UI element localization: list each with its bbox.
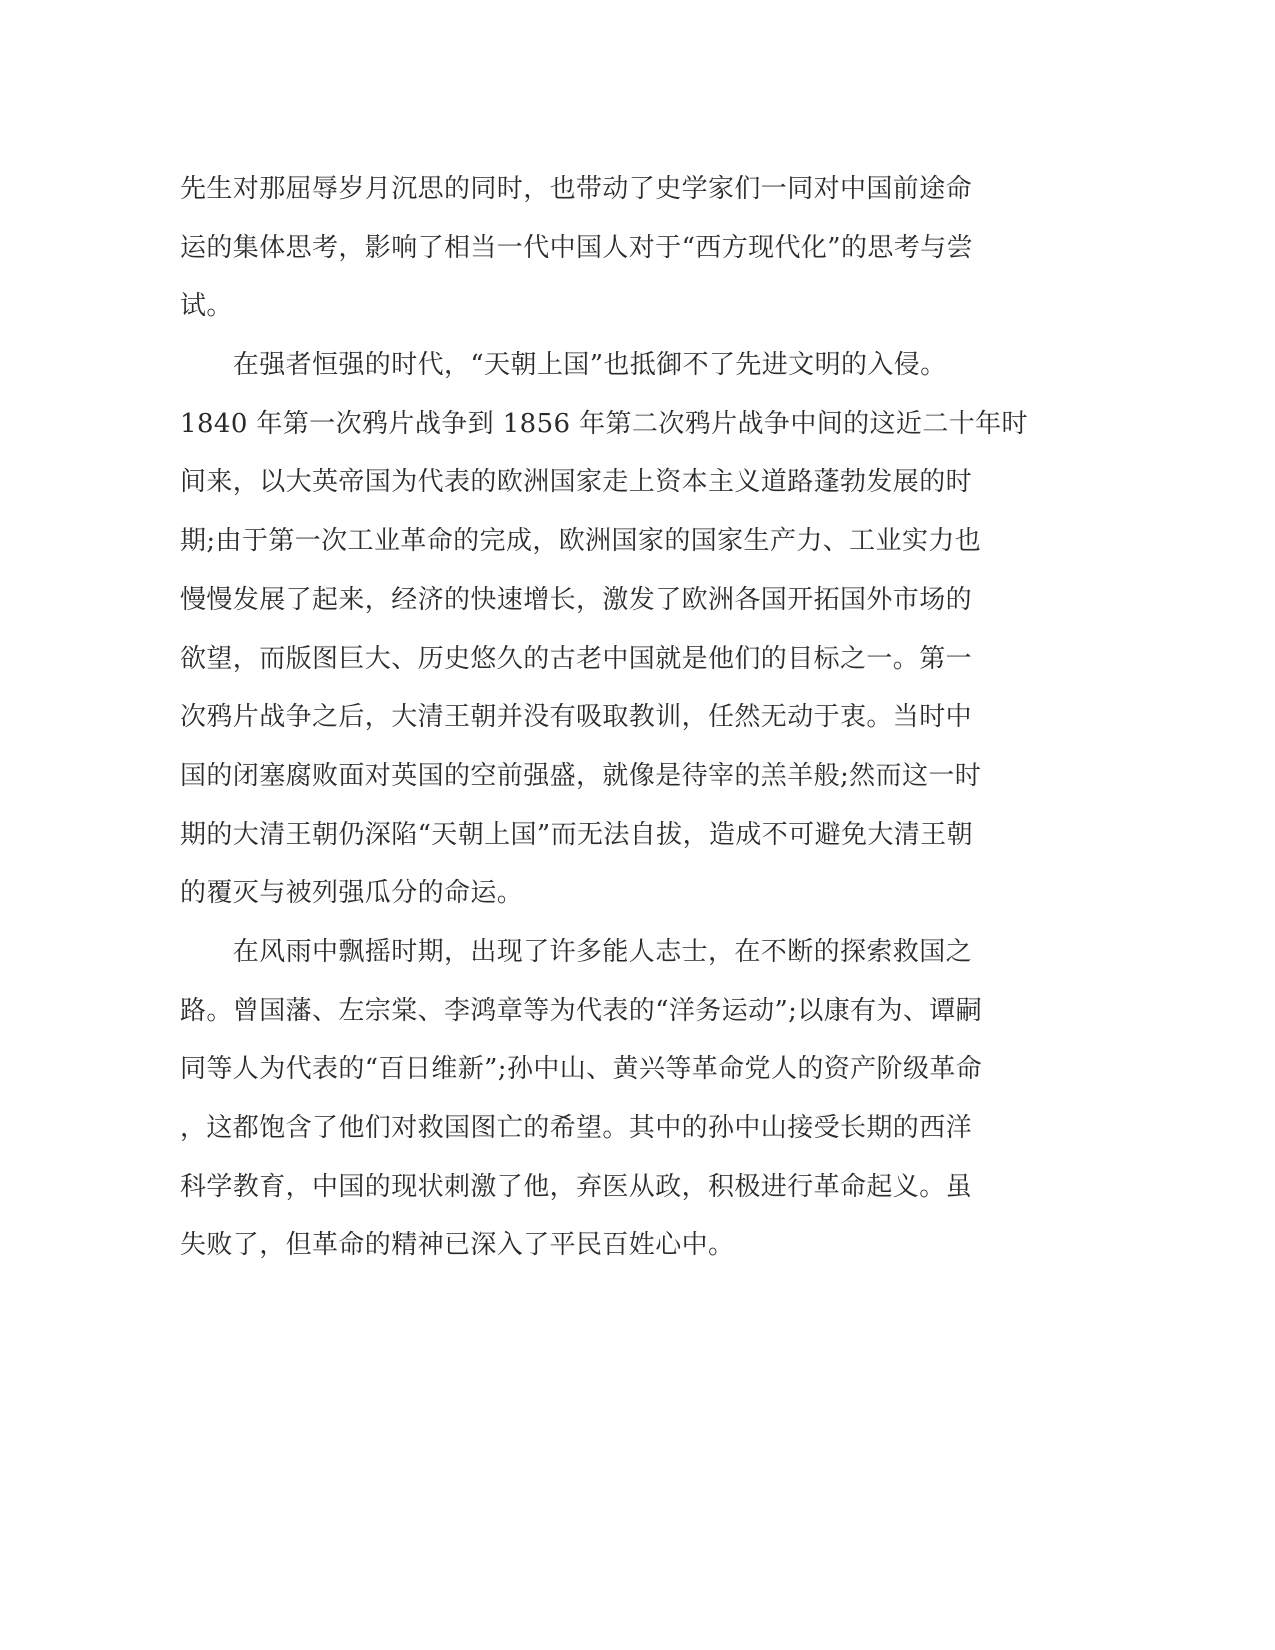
text-line: 运的集体思考，影响了相当一代中国人对于“西方现代化”的思考与尝: [180, 232, 973, 263]
text-line: 期的大清王朝仍深陷“天朝上国”而无法自拔，造成不可避免大清王朝: [180, 819, 973, 850]
text-line: 的覆灭与被列强瓜分的命运。: [180, 878, 524, 909]
body-text: [180, 160, 1040, 1275]
text-line: 科学教育，中国的现状刺激了他，弃医从政，积极进行革命起义。虽: [180, 1171, 973, 1202]
text-line: 国的闭塞腐败面对英国的空前强盛，就像是待宰的羔羊般;然而这一时: [180, 760, 982, 791]
text-line: 路。曾国藩、左宗棠、李鸿章等为代表的“洋务运动”;以康有为、谭嗣: [180, 995, 983, 1026]
text-line: 在风雨中飘摇时期，出现了许多能人志士，在不断的探索救国之: [180, 936, 973, 967]
text-line: ，这都饱含了他们对救国图亡的希望。其中的孙中山接受长期的西洋: [180, 1113, 973, 1143]
text-line: 先生对那屈辱岁月沉思的同时，也带动了史学家们一同对中国前途命: [180, 174, 973, 204]
text-line: 慢慢发展了起来，经济的快速增长，激发了欧洲各国开拓国外市场的: [180, 584, 973, 615]
text-line: 试。: [180, 291, 233, 322]
text-line: 在强者恒强的时代，“天朝上国”也抵御不了先进文明的入侵。: [180, 350, 947, 381]
text-line: 欲望，而版图巨大、历史悠久的古老中国就是他们的目标之一。第一: [180, 643, 973, 674]
text-line: 失败了，但革命的精神已深入了平民百姓心中。: [180, 1230, 735, 1261]
text-line: 同等人为代表的“百日维新”;孙中山、黄兴等革命党人的资产阶级革命: [180, 1054, 983, 1085]
text-line: 期;由于第一次工业革命的完成，欧洲国家的国家生产力、工业实力也: [180, 526, 982, 557]
text-line: 间来，以大英帝国为代表的欧洲国家走上资本主义道路蓬勃发展的时: [180, 467, 973, 498]
text-line: 次鸦片战争之后，大清王朝并没有吸取教训，任然无动于衷。当时中: [180, 702, 973, 733]
text-line: 1840 年第一次鸦片战争到 1856 年第二次鸦片战争中间的这近二十年时: [180, 408, 1028, 439]
